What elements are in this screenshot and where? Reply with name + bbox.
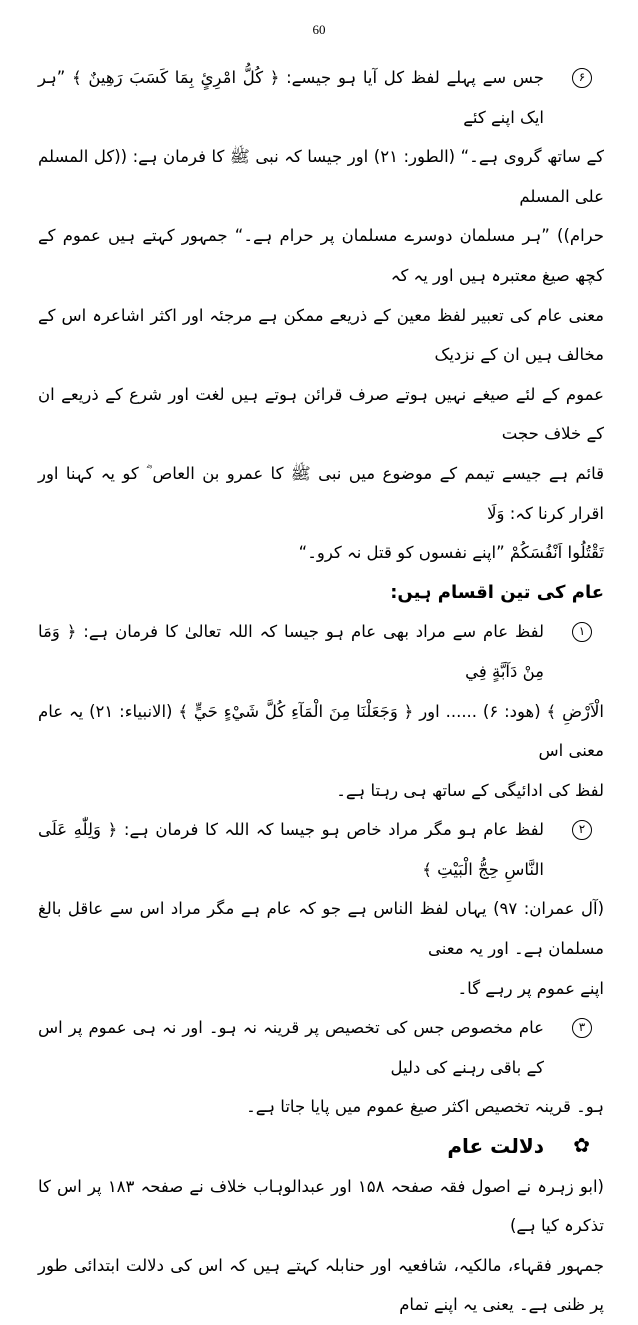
item-number-badge: ۳ bbox=[572, 1018, 592, 1038]
heading-text: دلالت عام bbox=[447, 1134, 544, 1159]
text-line: عام مخصوص جس کی تخصیص پر قرینہ نہ ہو۔ اور نہ ہی عموم پر اس کے باقی رہنے کی دلیل bbox=[38, 1018, 544, 1077]
text-line: معنی عام کی تعبیر لفظ معین کے ذریعے ممکن ہے مرجئہ اور اکثر اشاعرہ اس کے مخالف ہیں ان کے نزدیک bbox=[38, 305, 604, 365]
text-line: لفظ کی ادائیگی کے ساتھ ہی رہتا ہے۔ bbox=[336, 780, 604, 800]
item-number-badge: ۱ bbox=[572, 622, 592, 642]
text-line: تَقْتُلُوا اَنْفُسَكُمْ ”اپنے نفسوں کو قتل نہ کرو۔“ bbox=[298, 543, 604, 563]
text-line: حرام)) ”ہر مسلمان دوسرے مسلمان پر حرام ہے۔“ جمہور کہتے ہیں عموم کے کچھ صیغ معتبرہ ہیں اور یہ کہ bbox=[38, 226, 604, 285]
list-item-6 bbox=[38, 58, 604, 137]
text-line: کے ساتھ گروی ہے۔“ (الطور: ۲۱) اور جیسا کہ نبی ﷺ کا فرمان ہے: ((كل المسلم على المسلم bbox=[38, 147, 605, 206]
text-line: ہو۔ قرینہ تخصیص اکثر صیغ عموم میں پایا جاتا ہے۔ bbox=[246, 1097, 604, 1117]
text-line: (آل عمران: ۹۷) یہاں لفظ الناس ہے جو کہ عام ہے مگر مراد اس سے عاقل بالغ مسلمان ہے۔ اور یہ معنی bbox=[38, 899, 605, 959]
text-line: الْاَرْضِ ﴾ (ھود: ۶) ...... اور ﴿ وَجَعَلْنَا مِنَ الْمَآءِ كُلَّ شَيْءٍ حَيٍّ ﴾ (الانبیاء: ۲۱) یہ عام معنی اس bbox=[38, 701, 604, 761]
text-line: عموم کے لئے صیغے نہیں ہوتے صرف قرائن ہوتے ہیں لغت اور شرع کے ذریعے ان کے خلاف حجت bbox=[38, 384, 604, 444]
text-line: جس سے پہلے لفظ کل آیا ہو جیسے: ﴿ كُلُّ امْرِئٍ بِمَا كَسَبَ رَهِينٌ ﴾ ”ہر ایک اپنے کئے bbox=[38, 68, 544, 127]
page-number: 60 bbox=[312, 22, 326, 37]
text-line: لفظ عام ہو مگر مراد خاص ہو جیسا کہ اللہ کا فرمان ہے: ﴿ وَلِلّٰهِ عَلَى النَّاسِ حِجُّ الْبَيْتِ ﴾ bbox=[38, 820, 544, 879]
section-heading: عام کی تین اقسام ہیں: bbox=[390, 581, 604, 603]
item-number-badge: ۶ bbox=[572, 68, 592, 88]
section-heading-dalalat bbox=[38, 1127, 604, 1167]
flower-icon: ✿ bbox=[573, 1133, 590, 1158]
text-line: قائم ہے جیسے تیمم کے موضوع میں نبی ﷺ کا عمرو بن العاص ؓ کو یہ کہنا اور اقرار کرنا کہ: وَلَا bbox=[38, 463, 604, 523]
list-item-3 bbox=[38, 1008, 604, 1087]
list-item-2 bbox=[38, 810, 604, 889]
page-body bbox=[38, 58, 604, 1325]
text-line: (ابو زہرہ نے اصول فقہ صفحہ ۱۵۸ اور عبدالوہاب خلاف نے صفحہ ۱۸۳ پر اس کا تذکرہ کیا ہے) bbox=[38, 1176, 604, 1236]
text-line: اپنے عموم پر رہے گا۔ bbox=[457, 978, 604, 998]
list-item-1 bbox=[38, 612, 604, 691]
text-line: جمہور فقہاء، مالکیہ، شافعیہ اور حنابلہ کہتے ہیں کہ اس کی دلالت ابتدائی طور پر ظنی ہے۔ یعنی یہ اپنے تمام bbox=[38, 1255, 604, 1315]
item-number-badge: ۲ bbox=[572, 820, 592, 840]
text-line: لفظ عام سے مراد بھی عام ہو جیسا کہ اللہ تعالیٰ کا فرمان ہے: ﴿ وَمَا مِنْ دَآبَّةٍ فِي bbox=[38, 622, 544, 681]
